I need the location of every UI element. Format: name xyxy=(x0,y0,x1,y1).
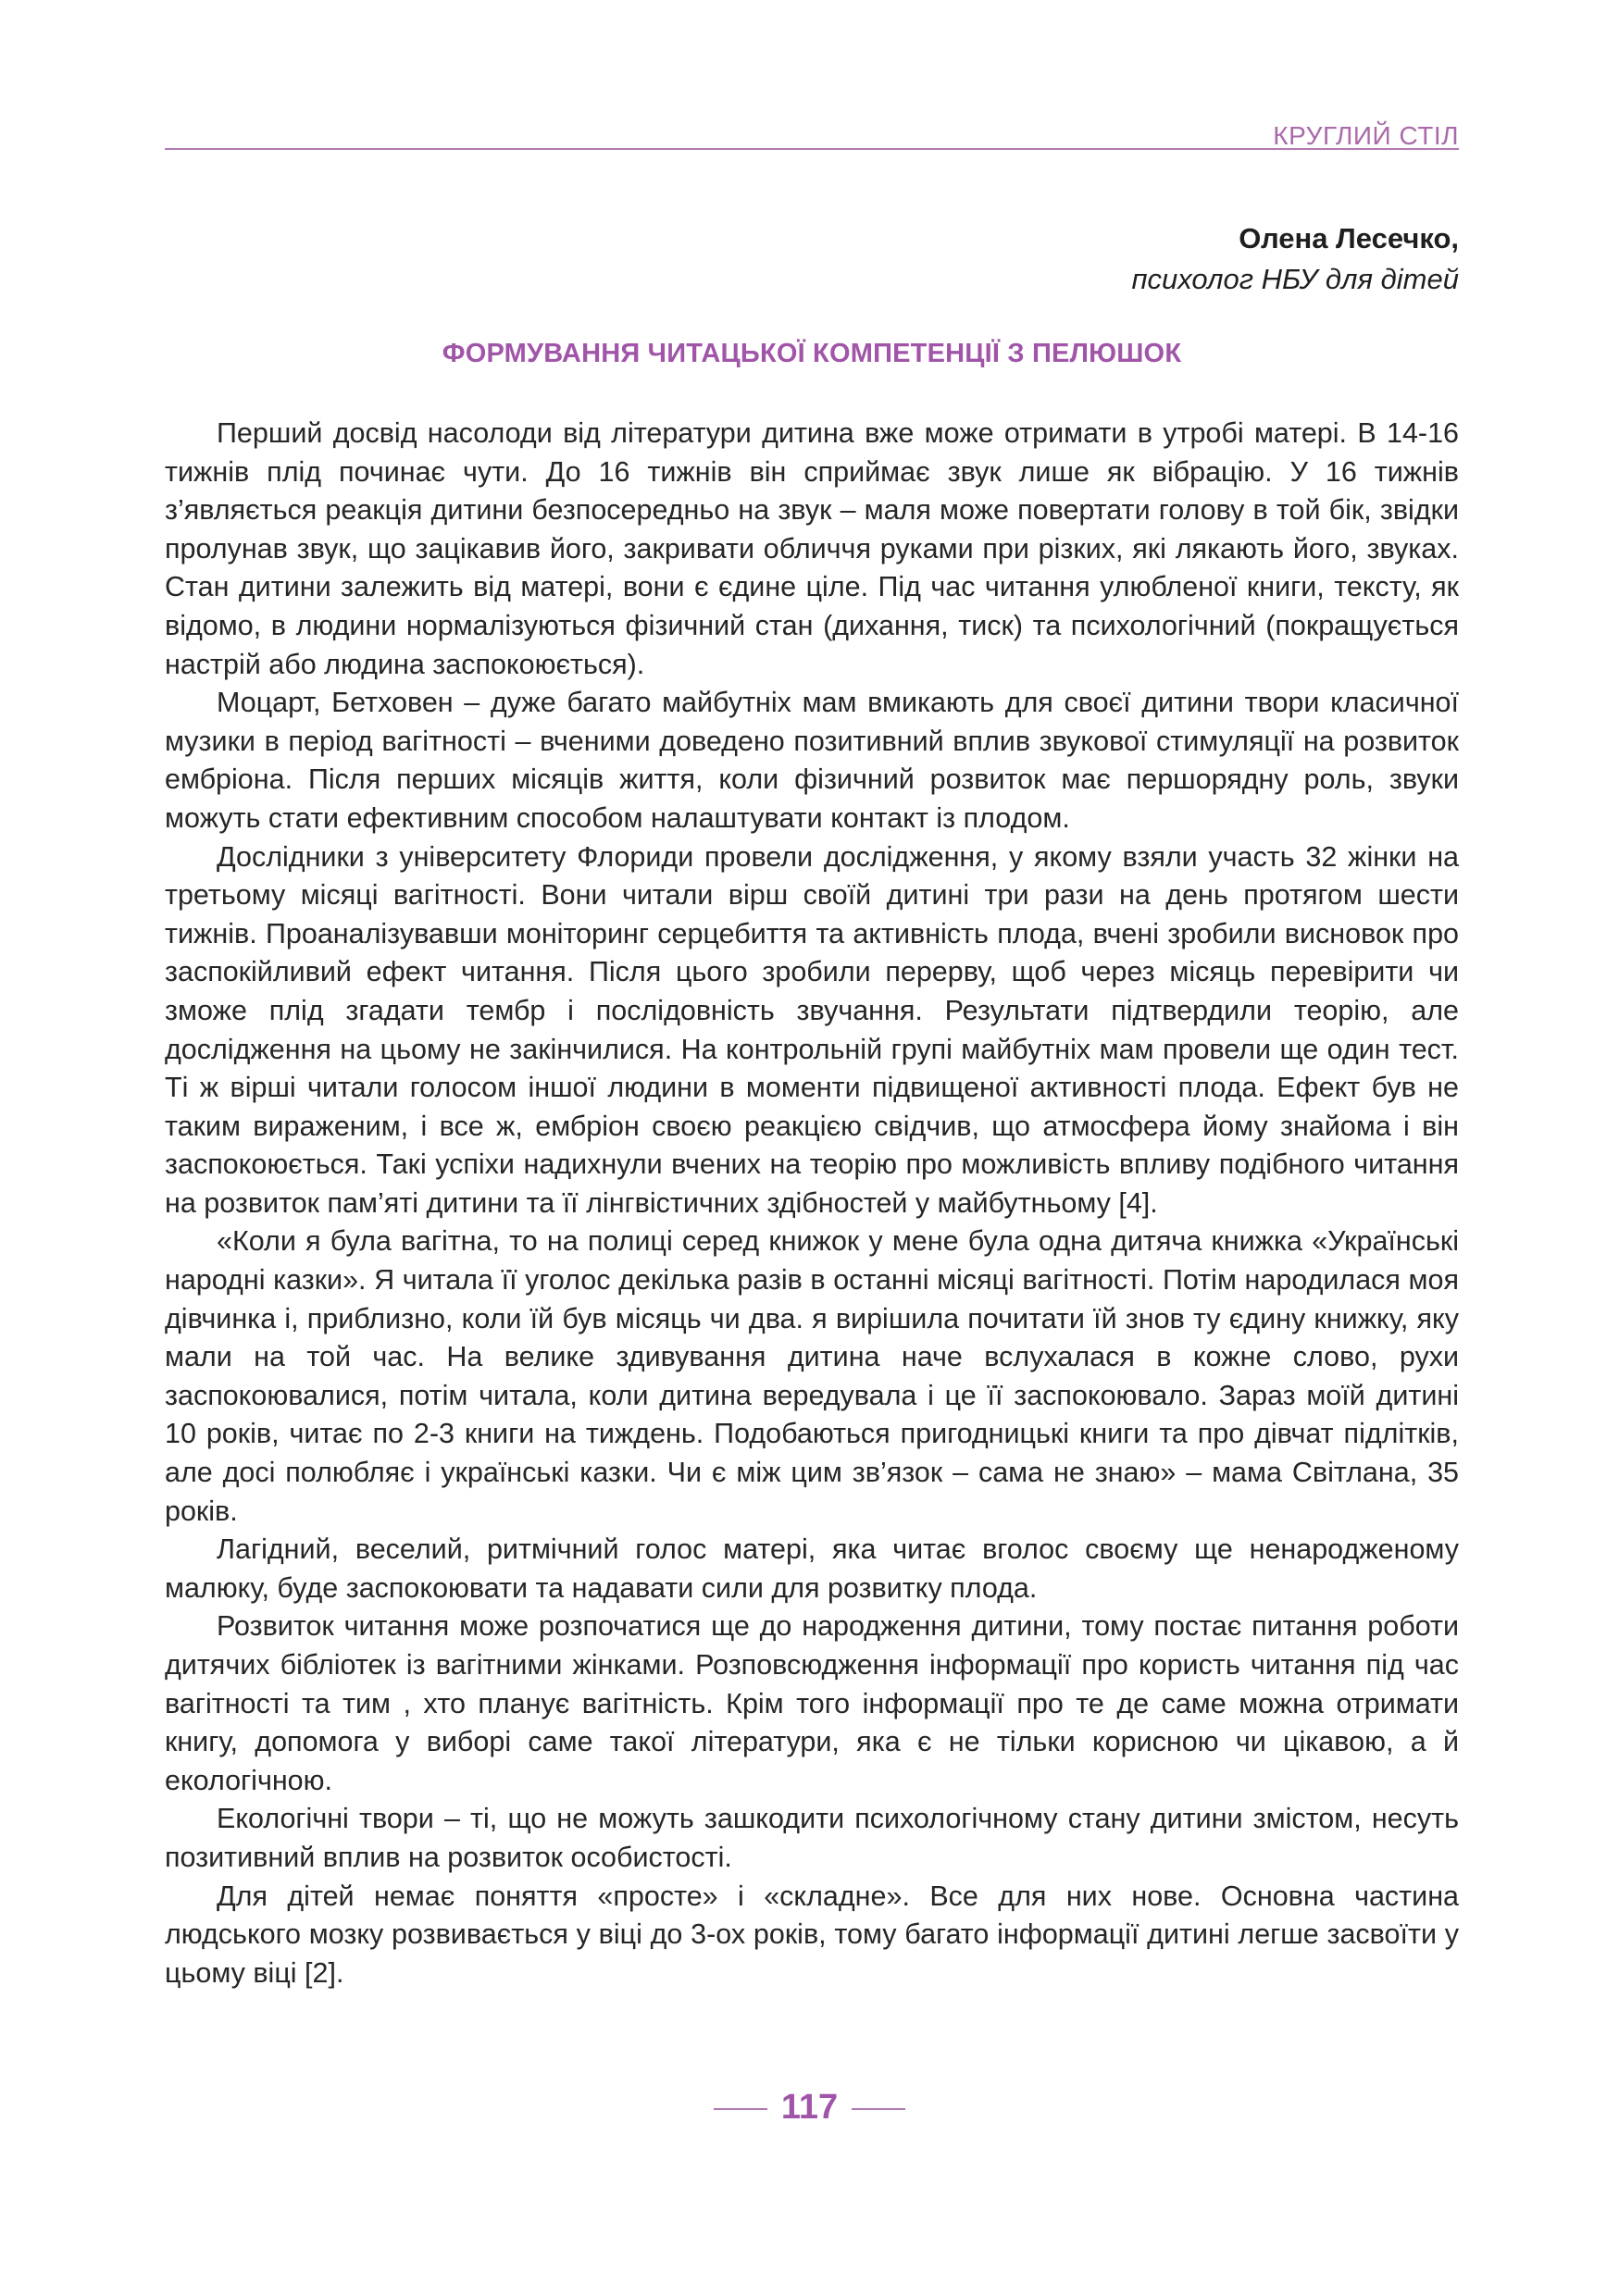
paragraph: Моцарт, Бетховен – дуже багато майбутніх мам вмикають для своєї дитини твори класичної музики в період вагітності – вченими доведено позитивний вплив звукової стимуляції на розвиток ембріона. Після перших місяців життя, коли фізичний розвиток має першорядну роль, звуки можуть стати ефективним способом налаштувати контакт із плодом. xyxy=(165,687,1459,834)
paragraph: Розвиток читання може розпочатися ще до народження дитини, тому постає питання роботи дитячих бібліотек із вагітними жінками. Розповсюдження інформації про користь читання під час вагітності та тим , хто планує вагітність. Крім того інформації про те де саме можна отримати книгу, допомога у виборі саме такої літератури, яка є не тільки корисною чи цікавою, а й екологічною. xyxy=(165,1610,1459,1796)
page-number-rule-left xyxy=(714,2108,767,2110)
paragraph: «Коли я була вагітна, то на полиці серед книжок у мене була одна дитяча книжка «Українські народні казки». Я читала її уголос декілька разів в останні місяці вагітності. Потім народилася моя дівчинка і, приблизно, коли їй був місяць чи два. я вирішила почитати їй знов ту єдину книжку, яку мали на той час. На велике здивування дитина наче вслухалася в кожне слово, рухи заспокоювалися, потім читала, коли дитина вередувала і це її заспокоювало. Зараз моїй дитині 10 років, читає по 2-3 книги на тиждень. Подобаються пригодницькі книги та про дівчат підлітків, але досі полюбляє і українські казки. Чи є між цим зв’язок – сама не знаю» – мама Світлана, 35 років. xyxy=(165,1225,1459,1527)
article-body xyxy=(165,415,1459,1992)
page-number-rule-right xyxy=(852,2108,905,2110)
header-rule xyxy=(165,148,1459,150)
page-number: 117 xyxy=(780,2088,839,2127)
paragraph: Екологічні твори – ті, що не можуть зашкодити психологічному стану дитини змістом, несуть позитивний вплив на розвиток особистості. xyxy=(165,1803,1459,1873)
paragraph: Для дітей немає поняття «просте» і «складне». Все для них нове. Основна частина людського мозку розвивається у віці до 3-ох років, тому багато інформації дитині легше засвоїти у цьому віці [2]. xyxy=(165,1880,1459,1989)
page-number-block xyxy=(0,2088,1619,2128)
author-role: психолог НБУ для дітей xyxy=(1131,263,1459,295)
paragraph: Перший досвід насолоди від літератури дитина вже може отримати в утробі матері. В 14-16 тижнів плід починає чути. До 16 тижнів він сприймає звук лише як вібрацію. У 16 тижнів з’являється реакція дитини безпосередньо на звук – маля може повертати голову в той бік, звідки пролунав звук, що зацікавив його, закривати обличчя руками при різких, які лякають його, звуках. Стан дитини залежить від матері, вони є єдине ціле. Під час читання улюбленої книги, тексту, як відомо, в людини нормалізуються фізичний стан (дихання, тиск) та психологічний (покращується настрій або людина заспокоюється). xyxy=(165,417,1459,680)
author-block xyxy=(1131,218,1459,300)
section-label: КРУГЛИЙ СТІЛ xyxy=(1273,121,1459,150)
paragraph: Дослідники з університету Флориди провели дослідження, у якому взяли участь 32 жінки на третьому місяці вагітності. Вони читали вірш своїй дитині три рази на день протягом шести тижнів. Проаналізувавши моніторинг серцебиття та активність плода, вчені зробили висновок про заспокійливий ефект читання. Після цього зробили перерву, щоб через місяць перевірити чи зможе плід згадати тембр і послідовність звучання. Результати підтвердили теорію, але дослідження на цьому не закінчилися. На контрольній групі майбутніх мам провели ще один тест. Ті ж вірші читали голосом іншої людини в моменти підвищеної активності плода. Ефект був не таким вираженим, і все ж, ембріон своєю реакцією свідчив, що атмосфера йому знайома і він заспокоюється. Такі успіхи надихнули вчених на теорію про можливість впливу подібного читання на розвиток пам’яті дитини та її лінгвістичних здібностей у майбутньому [4]. xyxy=(165,840,1459,1219)
author-name: Олена Лесечко, xyxy=(1239,222,1459,254)
paragraph: Лагідний, веселий, ритмічний голос матері, яка читає вголос своєму ще ненародженому малюку, буде заспокоювати та надавати сили для розвитку плода. xyxy=(165,1533,1459,1604)
article-title: ФОРМУВАННЯ ЧИТАЦЬКОЇ КОМПЕТЕНЦІЇ З ПЕЛЮШОК xyxy=(442,339,1182,368)
